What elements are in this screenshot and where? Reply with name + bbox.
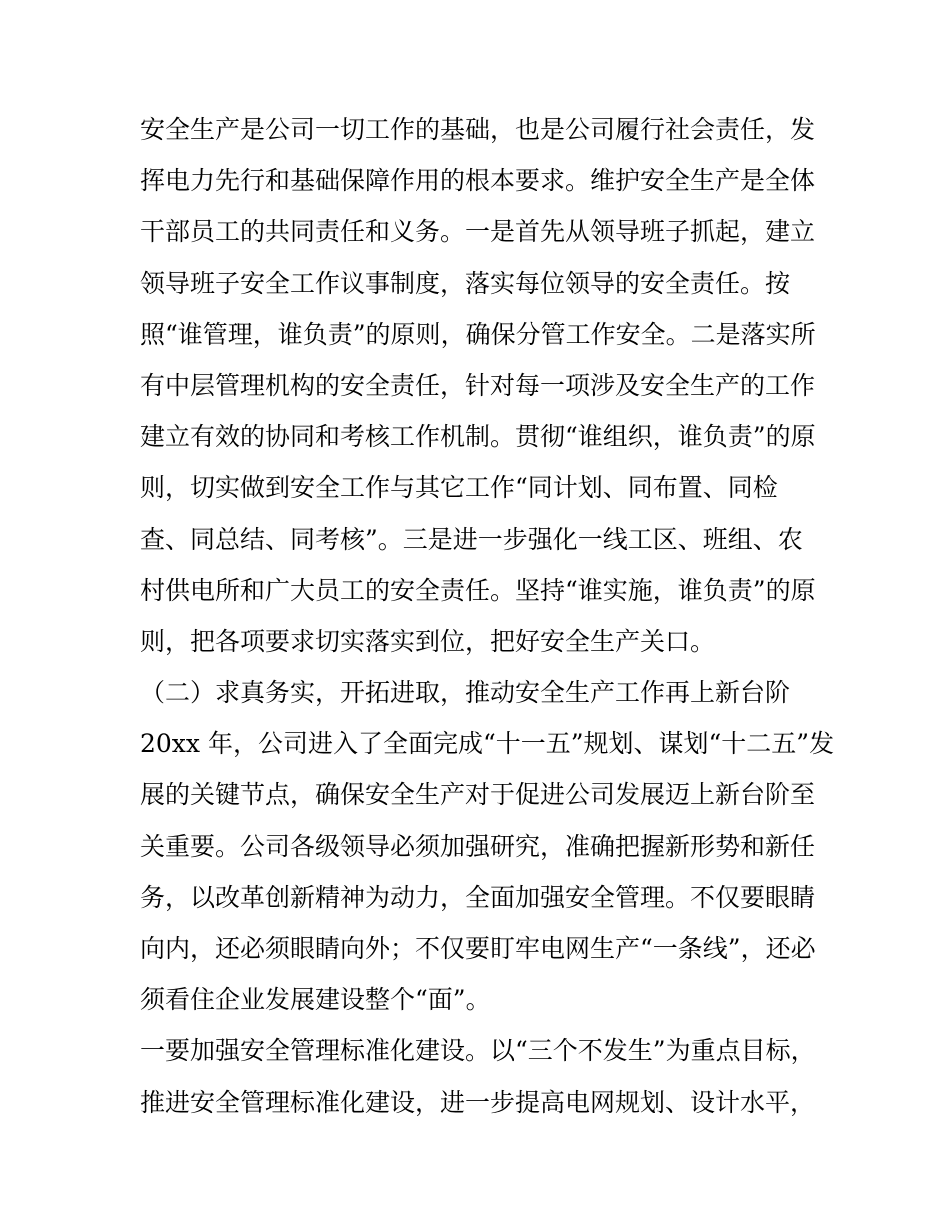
text-line: 安全生产是公司一切工作的基础，也是公司履行社会责任，发 (140, 115, 816, 144)
text-line: 一要加强安全管理标准化建设。以“三个不发生”为重点目标， (140, 1036, 816, 1066)
text-line: 挥电力先行和基础保障作用的根本要求。维护安全生产是全体 (140, 166, 816, 196)
text-line: 有中层管理机构的安全责任，针对每一项涉及安全生产的工作 (140, 370, 816, 400)
text-line: 村供电所和广大员工的安全责任。坚持“谁实施，谁负责”的原 (140, 575, 816, 605)
text-line: 关重要。公司各级领导必须加强研究，准确把握新形势和新任 (140, 831, 816, 861)
text-line: 推进安全管理标准化建设，进一步提高电网规划、设计水平， (140, 1087, 816, 1117)
text-line: 则，切实做到安全工作与其它工作“同计划、同布置、同检 (140, 473, 778, 503)
text-line: 则，把各项要求切实落实到位，把好安全生产关口。 (140, 626, 716, 656)
text-line: 干部员工的共同责任和义务。一是首先从领导班子抓起，建立 (140, 217, 816, 247)
text-line: 向内，还必须眼睛向外；不仅要盯牢电网生产“一条线”，还必 (140, 934, 816, 963)
text-line: 领导班子安全工作议事制度，落实每位领导的安全责任。按 (140, 268, 791, 298)
text-line: 建立有效的协同和考核工作机制。贯彻“谁组织，谁负责”的原 (140, 422, 816, 452)
text-line: 查、同总结、同考核”。三是进一步强化一线工区、班组、农 (140, 524, 803, 554)
text-line: 须看住企业发展建设整个“面”。 (140, 985, 491, 1015)
text-line: 务，以改革创新精神为动力，全面加强安全管理。不仅要眼睛 (140, 882, 816, 912)
body-text (140, 104, 835, 1128)
text-line: 照“谁管理，谁负责”的原则，确保分管工作安全。二是落实所 (140, 319, 816, 349)
text-line: 展的关键节点，确保安全生产对于促进公司发展迈上新台阶至 (140, 780, 816, 810)
text-line: 20xx 年，公司进入了全面完成“十一五”规划、谋划“十二五”发 (140, 729, 835, 759)
section-heading: （二）求真务实，开拓进取，推动安全生产工作再上新台阶 (140, 678, 791, 708)
